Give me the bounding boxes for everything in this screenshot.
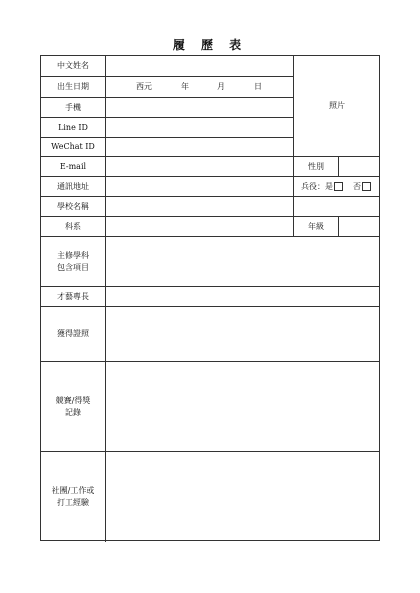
label-awards-line1: 競賽/得獎 [55, 395, 91, 405]
birth-era: 西元 [136, 82, 152, 91]
military-service [294, 177, 380, 196]
label-military-yes: 兵役：是 [301, 181, 333, 191]
label-birth-date: 出生日期 [57, 82, 89, 91]
label-major-line1: 主修學科 [57, 250, 89, 260]
military-no-checkbox[interactable] [362, 182, 371, 191]
label-gender: 性別 [308, 161, 324, 171]
label-major-subjects [41, 237, 105, 286]
label-line-id: Line ID [58, 122, 88, 132]
page-title: 履 歷 表 [172, 38, 248, 52]
label-major-line2: 包含項目 [57, 262, 89, 272]
label-grade: 年級 [308, 221, 324, 231]
label-experience [41, 452, 105, 541]
label-department: 科系 [65, 221, 81, 231]
label-experience-line2: 打工經驗 [57, 497, 89, 507]
label-school: 學校名稱 [57, 201, 89, 211]
label-talents: 才藝專長 [57, 291, 89, 301]
birth-year-unit: 年 [181, 82, 189, 91]
label-wechat-id: WeChat ID [51, 142, 95, 151]
birth-day-unit: 日 [254, 82, 262, 91]
label-address: 通訊地址 [57, 181, 89, 191]
label-military-no: 否 [353, 181, 361, 191]
label-email: E-mail [59, 161, 87, 171]
label-mobile: 手機 [65, 102, 81, 112]
photo-area: 照片 [329, 101, 345, 110]
label-experience-line1: 社團/工作或 [51, 485, 95, 495]
label-awards-line2: 記錄 [65, 407, 81, 417]
label-certificates: 獲得證照 [57, 329, 89, 338]
label-name-zh: 中文姓名 [57, 61, 89, 70]
birth-month-unit: 月 [217, 82, 225, 91]
resume-form [40, 55, 380, 541]
label-awards [41, 362, 105, 451]
military-yes-checkbox[interactable] [334, 182, 343, 191]
